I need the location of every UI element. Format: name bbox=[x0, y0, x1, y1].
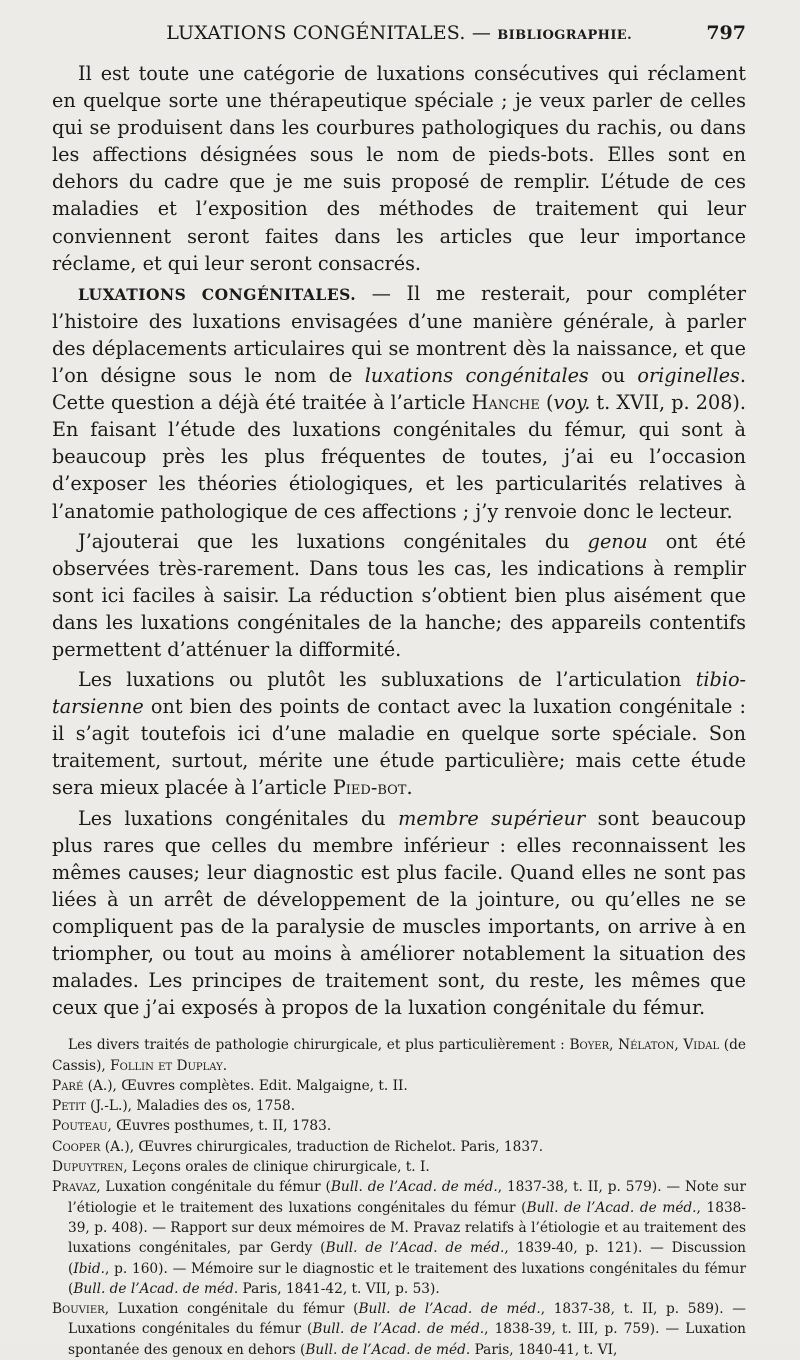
paragraph-2 bbox=[52, 280, 746, 525]
article-reference: Pied-bot bbox=[332, 776, 407, 800]
bibliography-entry bbox=[52, 1157, 746, 1177]
header-subtitle: BIBLIOGRAPHIE. bbox=[497, 28, 633, 43]
italic-term: voy. bbox=[553, 391, 591, 415]
journal-title: Bull. de l’Acad. de méd. bbox=[305, 1341, 471, 1358]
journal-title: Bull. de l’Acad. de méd. bbox=[325, 1240, 505, 1257]
entry-text: , 1838-39, t. III, p. 759). — Luxation spontanée des genoux en dehors ( bbox=[68, 1321, 746, 1358]
paragraph-text: ont été observées très-rarement. Dans tous les cas, les indications à remplir sont ici faciles à saisir. La réduction s’obtient bien plus aisément que dans les luxations congénitales de la hanche; des appareils contentifs permettent d’atténuer la difformité. bbox=[52, 529, 747, 661]
header-dash: — bbox=[471, 22, 492, 44]
author-name: Pravaz bbox=[52, 1179, 97, 1196]
author-name: Paré bbox=[52, 1077, 84, 1094]
italic-term: membre supérieur bbox=[398, 806, 586, 830]
entry-text: , Luxation congénitale du fémur ( bbox=[96, 1179, 331, 1196]
main-text bbox=[52, 60, 746, 1021]
paragraph-text: t. XVII, p. 208). En faisant l’étude des luxations congénitales du fémur, qui sont à beaucoup près les plus fréquentes de toutes, j’ai eu l’occasion d’exposer les théories étiologiques, et les particularités relatives à l’anatomie pathologique de ces affections ; j’y renvoie donc le lecteur. bbox=[52, 391, 746, 523]
entry-text: , Luxation congénitale du fémur ( bbox=[104, 1301, 359, 1318]
paragraph-text: . bbox=[406, 776, 413, 800]
italic-term: genou bbox=[587, 529, 648, 553]
italic-term: originelles bbox=[637, 364, 740, 388]
paragraph-text: — Il me resterait, pour compléter l’histoire des luxations envisagées d’une manière générale, à parler des déplacements articulaires qui se montrent dès la naissance, et que l’on désigne sous le nom de bbox=[52, 281, 746, 388]
paragraph-1 bbox=[52, 60, 746, 277]
entry-text: (A.), Œuvres complètes. Edit. Malgaigne, t. II. bbox=[83, 1077, 408, 1094]
journal-title: Bull. de l’Acad. de méd. bbox=[526, 1199, 697, 1216]
paragraph-4 bbox=[52, 666, 746, 801]
entry-text: . bbox=[222, 1057, 228, 1074]
paragraph-text: sont beaucoup plus rares que celles du membre inférieur : elles reconnaissent les mêmes causes; leur diagnostic est plus facile. Quand elles ne sont pas liées à un arrêt de développement de la jointure, ou qu’elles ne se compliquent pas de la paralysie de muscles importants, on arrive à en triompher, ou tout au moins à améliorer notablement la situation des malades. Les principes de traitement sont, du reste, les mêmes que ceux que j’ai exposés à propos de la luxation congénitale du fémur. bbox=[52, 806, 746, 1020]
bibliography-entry bbox=[52, 1096, 746, 1116]
paragraph-5 bbox=[52, 805, 746, 1022]
author-name: Cooper bbox=[52, 1138, 101, 1155]
entry-text: Les divers traités de pathologie chirurgicale, et plus particulièrement : bbox=[68, 1037, 570, 1054]
author-name: Petit bbox=[52, 1098, 86, 1115]
author-names: Boyer, Nélaton, Vidal bbox=[569, 1037, 720, 1054]
author-name: Pouteau bbox=[52, 1118, 108, 1135]
page-number: 797 bbox=[706, 22, 746, 44]
journal-title: Bull. de l’Acad. de méd. bbox=[312, 1321, 485, 1338]
entry-text: Paris, 1841-42, t. VII, p. 53). bbox=[238, 1280, 440, 1297]
entry-text: (de Cassis), bbox=[52, 1037, 747, 1074]
paragraph-text: ( bbox=[539, 391, 554, 415]
author-name: Bouvier bbox=[52, 1301, 105, 1318]
bibliography-entry bbox=[52, 1116, 746, 1136]
entry-text: Paris, 1840-41, t. VI, bbox=[470, 1341, 618, 1358]
running-title bbox=[166, 22, 632, 44]
paragraph-text: ont bien des points de contact avec la luxation congénitale : il s’agit toutefois ici d’une maladie en quelque sorte spéciale. Son traitement, surtout, mérite une étude particulière; mais cette étude sera mieux placée à l’article bbox=[52, 695, 746, 800]
running-header bbox=[52, 22, 746, 52]
bibliography-entry bbox=[52, 1137, 746, 1157]
entry-text: , Leçons orales de clinique chirurgicale, t. I. bbox=[123, 1159, 430, 1176]
entry-text: (A.), Œuvres chirurgicales, traduction de Richelot. Paris, 1837. bbox=[100, 1138, 544, 1155]
entry-text: , 1838-39, p. 408). — Rapport sur deux mémoires de M. Pravaz relatifs à l’étiologie et au traitement des luxations congénitales, par Gerdy ( bbox=[68, 1199, 746, 1257]
paragraph-text: J’ajouterai que les luxations congénitales du bbox=[78, 529, 588, 553]
journal-title: Bull. de l’Acad. de méd. bbox=[330, 1179, 498, 1196]
bibliography-entry bbox=[52, 1299, 746, 1360]
italic-term: luxations congénitales bbox=[364, 364, 589, 388]
bibliography-entry bbox=[52, 1177, 746, 1299]
entry-text: , Œuvres posthumes, t. II, 1783. bbox=[107, 1118, 332, 1135]
entry-text: , p. 160). — Mémoire sur le diagnostic et le traitement des luxations congénitales du fémur ( bbox=[68, 1260, 746, 1297]
bibliography bbox=[52, 1035, 746, 1360]
paragraph-text: ou bbox=[588, 364, 638, 388]
paragraph-3 bbox=[52, 528, 746, 663]
author-names: Follin et Duplay bbox=[110, 1057, 223, 1074]
entry-text: , 1837-38, t. II, p. 589). — Luxations congénitales du fémur ( bbox=[68, 1301, 746, 1338]
journal-title: Ibid. bbox=[73, 1260, 106, 1277]
article-reference: Hanche bbox=[471, 391, 540, 415]
paragraph-text: Il est toute une catégorie de luxations consécutives qui réclament en quelque sorte une thérapeutique spéciale ; je veux parler de celles qui se produisent dans les courbures pathologiques du rachis, ou dans les affections désignées sous le nom de pieds-bots. Elles sont en dehors du cadre que je me suis proposé de remplir. L’étude de ces maladies et l’exposition des méthodes de traitement qui leur conviennent seront faites dans les articles que leur importance réclame, et qui leur seront consacrés. bbox=[52, 62, 746, 275]
paragraph-text: . Cette question a déjà été traitée à l’article bbox=[52, 364, 746, 415]
paragraph-text: Les luxations congénitales du bbox=[78, 806, 399, 830]
section-heading: LUXATIONS CONGÉNITALES. bbox=[78, 284, 357, 304]
bibliography-entry bbox=[52, 1076, 746, 1096]
entry-text: (J.-L.), Maladies des os, 1758. bbox=[85, 1098, 296, 1115]
header-title: LUXATIONS CONGÉNITALES. bbox=[166, 22, 466, 44]
paragraph-text: Les luxations ou plutôt les subluxations de l’articulation bbox=[78, 668, 696, 692]
bibliography-entry bbox=[52, 1035, 746, 1076]
entry-text: , 1839-40, p. 121). — Discussion ( bbox=[68, 1240, 746, 1277]
author-name: Dupuytren bbox=[52, 1159, 124, 1176]
journal-title: Bull. de l’Acad. de méd. bbox=[73, 1280, 239, 1297]
entry-text: , 1837-38, t. II, p. 579). — Note sur l’étiologie et le traitement des luxations congénitales du fémur ( bbox=[68, 1179, 746, 1216]
journal-title: Bull. de l’Acad. de méd. bbox=[358, 1301, 541, 1318]
italic-term: tibio-tarsienne bbox=[52, 668, 746, 719]
